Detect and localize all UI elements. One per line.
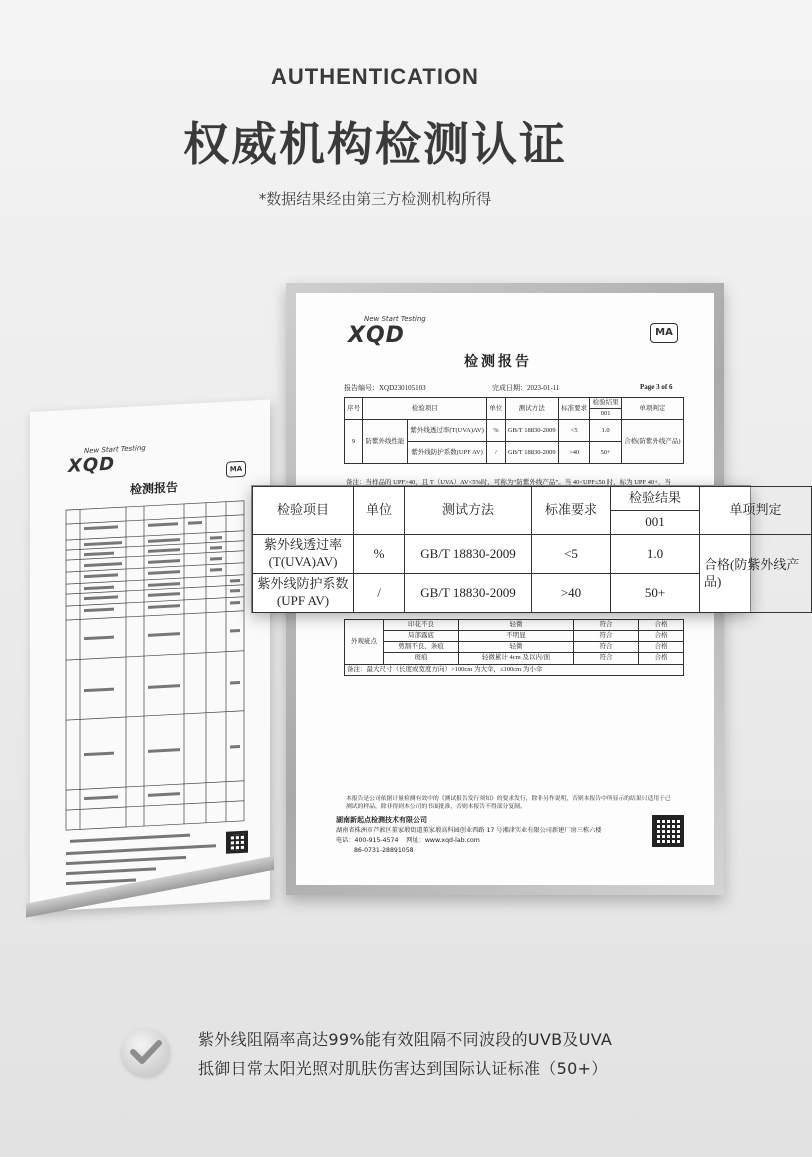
- company-phone: 电话：400-915-4574: [336, 837, 399, 845]
- th-index: 序号: [345, 398, 363, 420]
- left-qr-code-icon: [226, 831, 248, 854]
- report-title: 检测报告: [464, 354, 532, 370]
- cell-method: GB/T 18830-2009: [505, 442, 558, 464]
- zoom-cell-requirement: <5: [532, 535, 611, 574]
- zoom-cell-verdict: 合格(防紫外线产品): [700, 535, 812, 613]
- cell-requirement: <5: [558, 420, 589, 442]
- zoom-cell-result: 1.0: [611, 535, 700, 574]
- left-ma-icon: MA: [226, 461, 246, 478]
- report-number: 报告编号：XQD230105103: [344, 384, 426, 392]
- zoom-th-item: 检验项目: [253, 487, 354, 535]
- message-line-1: 紫外线阻隔率高达99%能有效阻隔不同波段的UVB及UVA: [198, 1030, 613, 1049]
- lower-result: 符合: [574, 631, 639, 642]
- lower-item: 局部露底: [384, 631, 459, 642]
- lower-verdict: 合格: [639, 653, 684, 664]
- cell-unit: %: [487, 420, 505, 442]
- report-table-top: [344, 397, 684, 464]
- left-certificate-paper: [30, 399, 270, 912]
- report-footer: [336, 815, 636, 856]
- left-report-title: 检测报告: [130, 480, 179, 497]
- qr-code-icon: [652, 815, 684, 847]
- checkmark-badge: [122, 1028, 170, 1076]
- zoom-th-requirement: 标准要求: [532, 487, 611, 535]
- lower-item: 剪割不良、条痕: [384, 642, 459, 653]
- zoom-th-result-id: 001: [611, 511, 700, 535]
- lower-item: 印花不良: [384, 620, 459, 631]
- left-certificate-stand: [30, 399, 278, 934]
- zoom-table: [252, 486, 812, 613]
- th-item: 检验项目: [363, 398, 487, 420]
- row-group: 防紫外线性能: [363, 420, 408, 464]
- lower-result: 符合: [574, 642, 639, 653]
- finish-date: 完成日期：2023-01-11: [492, 384, 560, 392]
- cell-item: 紫外线防护系数(UPF AV): [407, 442, 486, 464]
- zoom-cell-unit: %: [354, 535, 405, 574]
- lower-verdict: 合格: [639, 642, 684, 653]
- zoom-th-verdict: 单项判定: [700, 487, 812, 535]
- cell-result: 50+: [590, 442, 621, 464]
- report-note-top: 备注：当样品的 UPF>40，且 T（UVA）AV<5%时，可称为“防紫外线产品”。当 40<UPF≤50 时，标为 UPF 40+，当: [346, 479, 671, 486]
- left-logo: New Start Testing XQD: [68, 443, 146, 478]
- lower-req: 不明显: [459, 631, 574, 642]
- th-result-id: 001: [590, 409, 621, 420]
- page-number: Page 3 of 6: [640, 383, 673, 391]
- company-address: 湖南省株洲市芦淞区董家塅街道董家塅高科园创业西路 17 号湘津实业有限公司新建厂房三栋六楼: [336, 827, 602, 835]
- th-method: 测试方法: [505, 398, 558, 420]
- th-requirement: 标准要求: [558, 398, 589, 420]
- cell-verdict: 合格(防紫外线产品): [621, 420, 683, 464]
- message-line-2: 抵御日常太阳光照对肌肤伤害达到国际认证标准（50+）: [198, 1059, 608, 1078]
- checkmark-icon: [130, 1038, 162, 1066]
- cell-requirement: >40: [558, 442, 589, 464]
- company-name: 湖南新起点检测技术有限公司: [336, 816, 427, 824]
- report-table-lower: [344, 619, 684, 676]
- th-result: 检验结果: [590, 398, 621, 409]
- zoom-cell-item: 紫外线透过率(T(UVA)AV): [253, 535, 354, 574]
- zoom-table-panel: [252, 486, 800, 612]
- th-unit: 单位: [487, 398, 505, 420]
- lower-verdict: 合格: [639, 620, 684, 631]
- cell-method: GB/T 18830-2009: [505, 420, 558, 442]
- lower-group: 外观疵点: [345, 620, 384, 665]
- zoom-th-result: 检验结果: [611, 487, 700, 511]
- lower-item: 斑痕: [384, 653, 459, 664]
- th-verdict: 单项判定: [621, 398, 683, 420]
- zoom-cell-method: GB/T 18830-2009: [405, 574, 532, 613]
- zoom-th-unit: 单位: [354, 487, 405, 535]
- cell-result: 1.0: [590, 420, 621, 442]
- en-title: AUTHENTICATION: [271, 64, 479, 89]
- zoom-cell-item: 紫外线防护系数(UPF AV): [253, 574, 354, 613]
- ma-certification-icon: MA: [650, 323, 678, 343]
- company-web: 网址：www.xqd-lab.com: [406, 837, 480, 845]
- disclaimer: 本报告是公司依据计量检测有效中的《测试报告发行须知》的要求发行，除非另作说明，否则本报告中所显示的结果只适用于已测试的样品，除非得到本公司的书面批准，否则本报告不得部分复制。: [346, 796, 671, 811]
- lower-req: 轻微累计 4cm 及以内/面: [459, 653, 574, 664]
- row-index: 9: [345, 420, 363, 464]
- lower-result: 符合: [574, 653, 639, 664]
- cell-item: 紫外线透过率(T(UVA)AV): [407, 420, 486, 442]
- right-logo: New Start Testing XQD: [348, 315, 426, 348]
- zoom-cell-result: 50+: [611, 574, 700, 613]
- subtitle: *数据结果经由第三方检测机构所得: [258, 190, 492, 208]
- zoom-cell-unit: /: [354, 574, 405, 613]
- cell-unit: /: [487, 442, 505, 464]
- lower-note: 备注：最大尺寸（长度或宽度方向）>100cm 为大伞，≤100cm 为小伞: [345, 664, 684, 675]
- lower-req: 轻微: [459, 620, 574, 631]
- company-phone2: 86-0731-28891058: [354, 847, 414, 855]
- lower-req: 轻微: [459, 642, 574, 653]
- zoom-cell-method: GB/T 18830-2009: [405, 535, 532, 574]
- lower-verdict: 合格: [639, 631, 684, 642]
- cn-title: 权威机构检测认证: [183, 117, 567, 171]
- zoom-cell-requirement: >40: [532, 574, 611, 613]
- lower-result: 符合: [574, 620, 639, 631]
- zoom-th-method: 测试方法: [405, 487, 532, 535]
